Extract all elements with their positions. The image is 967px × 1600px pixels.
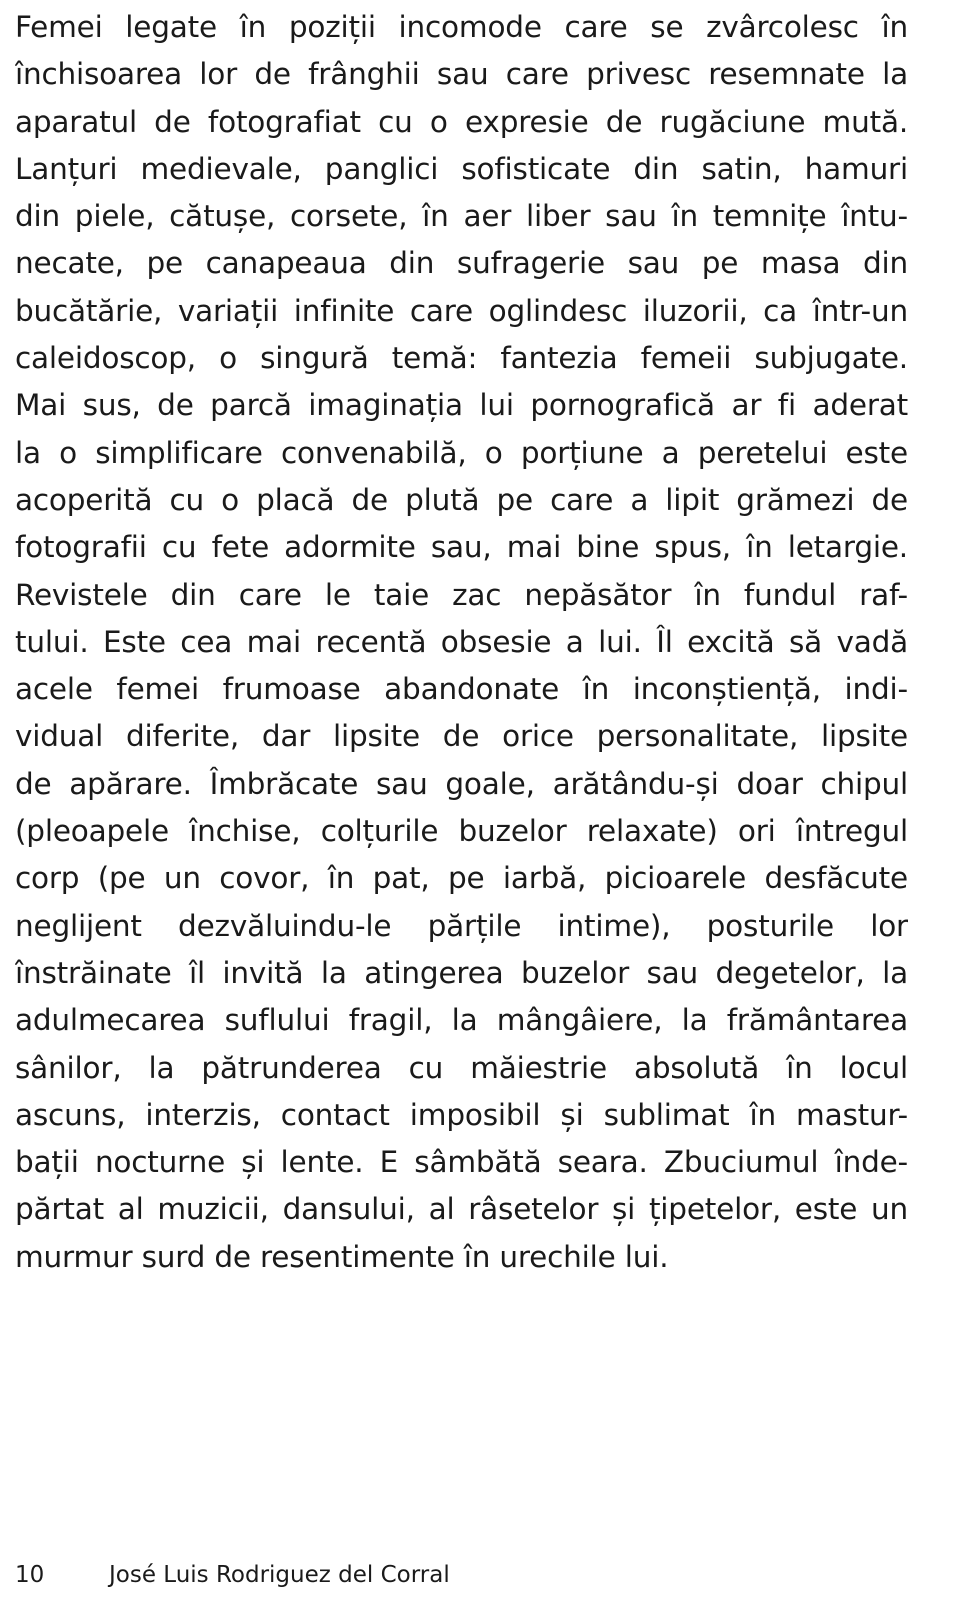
body-text: [15, 4, 908, 1281]
text-line: fotografii cu fete adormite sau, mai bine spus, în letargie.: [15, 530, 908, 565]
text-line: la o simplificare convenabilă, o porțiune a peretelui este: [15, 435, 908, 470]
text-line: caleidoscop, o singură temă: fantezia femeii subjugate.: [15, 341, 908, 376]
author-name: José Luis Rodriguez del Corral: [109, 1562, 450, 1588]
text-line: bucătărie, variații infinite care oglindesc iluzorii, ca într-un: [15, 293, 908, 328]
text-line: închisoarea lor de frânghii sau care privesc resemnate la: [15, 57, 908, 92]
text-line: neglijent dezvăluindu-le părțile intime), posturile lor: [15, 908, 908, 943]
text-line: părtat al muzicii, dansului, al râsetelor și țipetelor, este un: [15, 1192, 908, 1227]
text-line: vidual diferite, dar lipsite de orice personalitate, lipsite: [15, 719, 908, 754]
text-line: Lanțuri medievale, panglici sofisticate din satin, hamuri: [15, 151, 908, 186]
text-line: Mai sus, de parcă imaginația lui pornografică ar fi aderat: [15, 388, 908, 423]
text-line: ascuns, interzis, contact imposibil și sublimat în mastur-: [15, 1097, 908, 1132]
text-line: din piele, cătușe, corsete, în aer liber sau în temnițe întu-: [15, 199, 908, 234]
text-line: sânilor, la pătrunderea cu măiestrie absolută în locul: [15, 1050, 908, 1085]
page-number: 10: [15, 1562, 45, 1588]
text-line: tului. Este cea mai recentă obsesie a lui. Îl excită să vadă: [15, 624, 908, 659]
text-line: adulmecarea suflului fragil, la mângâiere, la frământarea: [15, 1003, 908, 1038]
text-line: înstrăinate îl invită la atingerea buzelor sau degetelor, la: [15, 955, 908, 990]
text-line: murmur surd de resentimente în urechile lui.: [15, 1239, 669, 1274]
page-footer: [15, 1560, 450, 1590]
text-line: bații nocturne și lente. E sâmbătă seara. Zbuciumul înde-: [15, 1145, 908, 1180]
text-line: aparatul de fotografiat cu o expresie de rugăciune mută.: [15, 104, 908, 139]
text-line: corp (pe un covor, în pat, pe iarbă, picioarele desfăcute: [15, 861, 908, 896]
text-line: de apărare. Îmbrăcate sau goale, arătându-și doar chipul: [15, 766, 908, 801]
text-line: Femei legate în poziții incomode care se zvârcolesc în: [15, 10, 908, 44]
text-line: necate, pe canapeaua din sufragerie sau pe masa din: [15, 246, 908, 281]
text-line: acele femei frumoase abandonate în inconștiență, indi-: [15, 672, 908, 707]
text-line: Revistele din care le taie zac nepăsător în fundul raf-: [15, 577, 908, 612]
text-line: acoperită cu o placă de plută pe care a lipit grămezi de: [15, 482, 908, 517]
text-line: (pleoapele închise, colțurile buzelor relaxate) ori întregul: [15, 814, 908, 849]
